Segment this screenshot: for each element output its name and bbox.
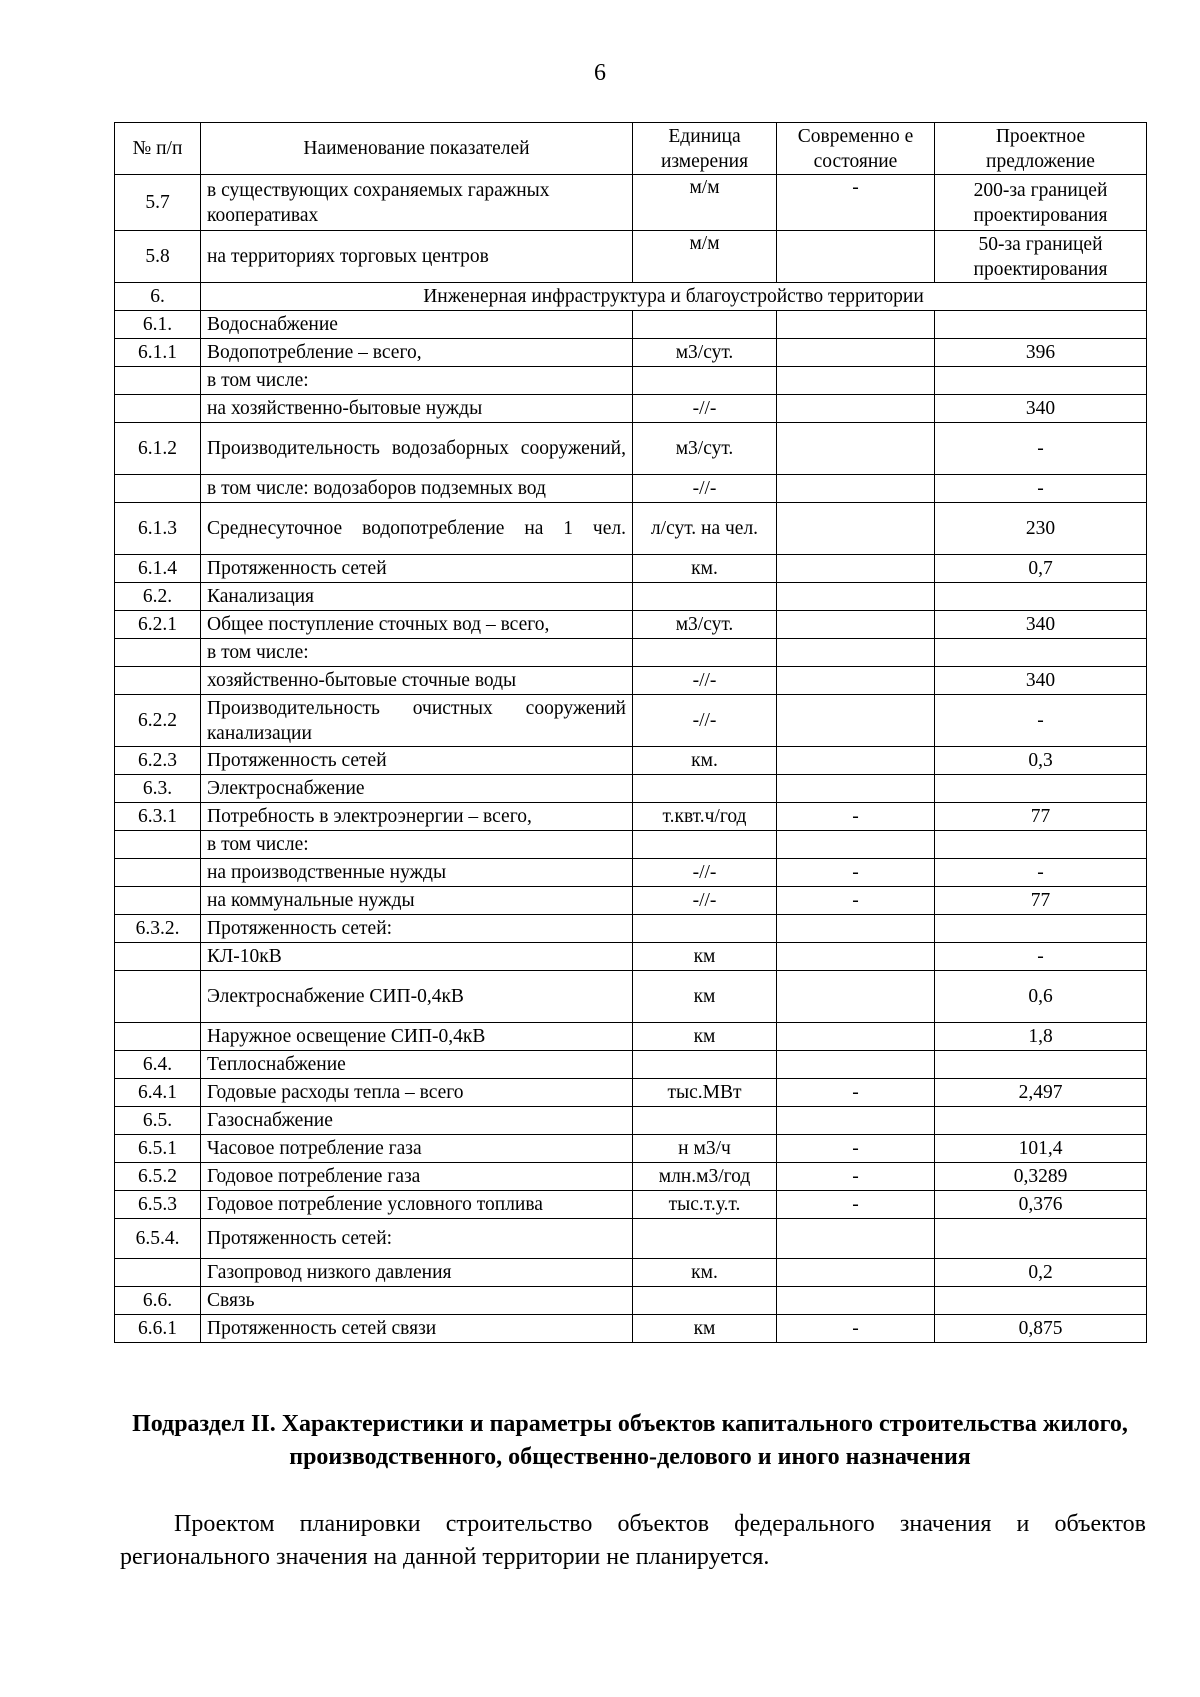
current-state-cell: - bbox=[777, 803, 935, 831]
table-row bbox=[115, 503, 1147, 555]
proposal-cell: 340 bbox=[935, 395, 1147, 423]
table-row bbox=[115, 1051, 1147, 1079]
current-state-cell bbox=[777, 503, 935, 555]
current-state-cell bbox=[777, 831, 935, 859]
row-number: 6.5.1 bbox=[115, 1135, 201, 1163]
row-number: 6.3.1 bbox=[115, 803, 201, 831]
indicator-name: в том числе: bbox=[201, 639, 633, 667]
row-number bbox=[115, 1023, 201, 1051]
current-state-cell bbox=[777, 915, 935, 943]
table-body bbox=[115, 175, 1147, 1343]
proposal-cell: 1,8 bbox=[935, 1023, 1147, 1051]
unit-cell: -//- bbox=[633, 859, 777, 887]
row-number: 5.8 bbox=[115, 231, 201, 283]
current-state-cell: - bbox=[777, 1163, 935, 1191]
unit-cell: км. bbox=[633, 555, 777, 583]
unit-cell bbox=[633, 1107, 777, 1135]
table-row bbox=[115, 283, 1147, 311]
current-state-cell: - bbox=[777, 1135, 935, 1163]
indicator-name: в том числе: водозаборов подземных вод bbox=[201, 475, 633, 503]
row-number: 6.2.1 bbox=[115, 611, 201, 639]
indicators-table bbox=[114, 122, 1147, 1343]
row-number: 5.7 bbox=[115, 175, 201, 231]
current-state-cell bbox=[777, 639, 935, 667]
table-row bbox=[115, 611, 1147, 639]
table-row bbox=[115, 887, 1147, 915]
row-number: 6.1. bbox=[115, 311, 201, 339]
current-state-cell bbox=[777, 583, 935, 611]
row-number bbox=[115, 1259, 201, 1287]
proposal-cell: 396 bbox=[935, 339, 1147, 367]
table-row bbox=[115, 583, 1147, 611]
row-number bbox=[115, 887, 201, 915]
table-row bbox=[115, 1287, 1147, 1315]
indicator-name: Производительность водозаборных сооружений, bbox=[201, 423, 633, 475]
proposal-cell bbox=[935, 1051, 1147, 1079]
current-state-cell: - bbox=[777, 1315, 935, 1343]
proposal-cell: - bbox=[935, 475, 1147, 503]
unit-cell: -//- bbox=[633, 695, 777, 747]
table-row bbox=[115, 695, 1147, 747]
unit-cell bbox=[633, 831, 777, 859]
table-row bbox=[115, 1315, 1147, 1343]
unit-cell bbox=[633, 915, 777, 943]
table-row bbox=[115, 667, 1147, 695]
current-state-cell bbox=[777, 971, 935, 1023]
indicator-name: Протяженность сетей bbox=[201, 747, 633, 775]
unit-cell: км bbox=[633, 943, 777, 971]
table-row bbox=[115, 1191, 1147, 1219]
current-state-cell bbox=[777, 775, 935, 803]
proposal-cell: 340 bbox=[935, 611, 1147, 639]
header-current: Современно е состояние bbox=[777, 123, 935, 175]
row-number: 6.2. bbox=[115, 583, 201, 611]
unit-cell bbox=[633, 1051, 777, 1079]
row-number bbox=[115, 971, 201, 1023]
row-number: 6.1.3 bbox=[115, 503, 201, 555]
unit-cell: м/м bbox=[633, 175, 777, 231]
table-row bbox=[115, 943, 1147, 971]
proposal-cell bbox=[935, 583, 1147, 611]
indicator-name: Производительность очистных сооружений канализации bbox=[201, 695, 633, 747]
indicator-name: Газопровод низкого давления bbox=[201, 1259, 633, 1287]
table-row bbox=[115, 971, 1147, 1023]
table-row bbox=[115, 1163, 1147, 1191]
table-row bbox=[115, 367, 1147, 395]
proposal-cell: 0,875 bbox=[935, 1315, 1147, 1343]
table-row bbox=[115, 555, 1147, 583]
table-row bbox=[115, 803, 1147, 831]
indicator-name: в существующих сохраняемых гаражных кооперативах bbox=[201, 175, 633, 231]
row-number bbox=[115, 395, 201, 423]
unit-cell: -//- bbox=[633, 475, 777, 503]
row-number: 6.4.1 bbox=[115, 1079, 201, 1107]
row-number bbox=[115, 943, 201, 971]
proposal-cell: 2,497 bbox=[935, 1079, 1147, 1107]
proposal-cell: 0,6 bbox=[935, 971, 1147, 1023]
section-title: Инженерная инфраструктура и благоустройство территории bbox=[201, 283, 1147, 311]
current-state-cell bbox=[777, 395, 935, 423]
current-state-cell: - bbox=[777, 887, 935, 915]
indicator-name: хозяйственно-бытовые сточные воды bbox=[201, 667, 633, 695]
unit-cell: м3/сут. bbox=[633, 611, 777, 639]
row-number: 6.2.3 bbox=[115, 747, 201, 775]
header-proposal: Проектное предложение bbox=[935, 123, 1147, 175]
proposal-cell: 230 bbox=[935, 503, 1147, 555]
indicator-name: Потребность в электроэнергии – всего, bbox=[201, 803, 633, 831]
table-row bbox=[115, 639, 1147, 667]
indicator-name: на производственные нужды bbox=[201, 859, 633, 887]
proposal-cell: - bbox=[935, 859, 1147, 887]
current-state-cell bbox=[777, 747, 935, 775]
unit-cell: м/м bbox=[633, 231, 777, 283]
current-state-cell bbox=[777, 1259, 935, 1287]
proposal-cell bbox=[935, 1219, 1147, 1259]
indicator-name: на территориях торговых центров bbox=[201, 231, 633, 283]
table-row bbox=[115, 395, 1147, 423]
current-state-cell bbox=[777, 311, 935, 339]
row-number bbox=[115, 475, 201, 503]
indicator-name: на коммунальные нужды bbox=[201, 887, 633, 915]
proposal-cell: 77 bbox=[935, 887, 1147, 915]
proposal-cell: 0,3 bbox=[935, 747, 1147, 775]
current-state-cell bbox=[777, 367, 935, 395]
indicator-name: Годовое потребление условного топлива bbox=[201, 1191, 633, 1219]
table-row bbox=[115, 775, 1147, 803]
proposal-cell: - bbox=[935, 695, 1147, 747]
current-state-cell: - bbox=[777, 859, 935, 887]
unit-cell bbox=[633, 311, 777, 339]
row-number: 6.5. bbox=[115, 1107, 201, 1135]
row-number: 6. bbox=[115, 283, 201, 311]
current-state-cell bbox=[777, 1219, 935, 1259]
proposal-cell: - bbox=[935, 423, 1147, 475]
indicator-name: Водоснабжение bbox=[201, 311, 633, 339]
indicator-name: Протяженность сетей: bbox=[201, 1219, 633, 1259]
unit-cell: км bbox=[633, 1023, 777, 1051]
proposal-cell: 101,4 bbox=[935, 1135, 1147, 1163]
unit-cell: -//- bbox=[633, 667, 777, 695]
proposal-cell: 0,7 bbox=[935, 555, 1147, 583]
indicator-name: Протяженность сетей bbox=[201, 555, 633, 583]
current-state-cell bbox=[777, 1051, 935, 1079]
indicator-name: Часовое потребление газа bbox=[201, 1135, 633, 1163]
row-number: 6.1.1 bbox=[115, 339, 201, 367]
indicator-name: Общее поступление сточных вод – всего, bbox=[201, 611, 633, 639]
row-number bbox=[115, 831, 201, 859]
indicator-name: КЛ-10кВ bbox=[201, 943, 633, 971]
current-state-cell bbox=[777, 423, 935, 475]
unit-cell bbox=[633, 1219, 777, 1259]
unit-cell: м3/сут. bbox=[633, 339, 777, 367]
body-paragraph: Проектом планировки строительство объектов федерального значения и объектов регионального значения на данной территории не планируется. bbox=[120, 1511, 1146, 1570]
indicator-name: Среднесуточное водопотребление на 1 чел. bbox=[201, 503, 633, 555]
row-number: 6.2.2 bbox=[115, 695, 201, 747]
indicator-name: Связь bbox=[201, 1287, 633, 1315]
current-state-cell bbox=[777, 611, 935, 639]
proposal-cell bbox=[935, 915, 1147, 943]
unit-cell: т.квт.ч/год bbox=[633, 803, 777, 831]
table-row bbox=[115, 311, 1147, 339]
current-state-cell bbox=[777, 231, 935, 283]
unit-cell: м3/сут. bbox=[633, 423, 777, 475]
unit-cell: км bbox=[633, 971, 777, 1023]
unit-cell bbox=[633, 367, 777, 395]
row-number: 6.1.4 bbox=[115, 555, 201, 583]
table-row bbox=[115, 1079, 1147, 1107]
current-state-cell bbox=[777, 339, 935, 367]
table-row bbox=[115, 1135, 1147, 1163]
proposal-cell: 200-за границей проектирования bbox=[935, 175, 1147, 231]
table-row bbox=[115, 1259, 1147, 1287]
indicator-name: Годовое потребление газа bbox=[201, 1163, 633, 1191]
row-number bbox=[115, 367, 201, 395]
subsection-heading: Подраздел II. Характеристики и параметры объектов капитального строительства жилого, производственного, общественно-делового и иного назначения bbox=[132, 1411, 1128, 1470]
header-num: № п/п bbox=[115, 123, 201, 175]
table-row bbox=[115, 339, 1147, 367]
indicator-name: на хозяйственно-бытовые нужды bbox=[201, 395, 633, 423]
indicator-name: Электроснабжение bbox=[201, 775, 633, 803]
row-number: 6.5.4. bbox=[115, 1219, 201, 1259]
unit-cell bbox=[633, 1287, 777, 1315]
unit-cell bbox=[633, 639, 777, 667]
proposal-cell: 0,3289 bbox=[935, 1163, 1147, 1191]
table-row bbox=[115, 231, 1147, 283]
proposal-cell bbox=[935, 367, 1147, 395]
row-number bbox=[115, 859, 201, 887]
unit-cell: -//- bbox=[633, 395, 777, 423]
header-name: Наименование показателей bbox=[201, 123, 633, 175]
row-number: 6.6.1 bbox=[115, 1315, 201, 1343]
proposal-cell bbox=[935, 1107, 1147, 1135]
table-row bbox=[115, 859, 1147, 887]
unit-cell: км bbox=[633, 1315, 777, 1343]
row-number: 6.5.2 bbox=[115, 1163, 201, 1191]
indicator-name: Протяженность сетей связи bbox=[201, 1315, 633, 1343]
unit-cell bbox=[633, 775, 777, 803]
unit-cell: -//- bbox=[633, 887, 777, 915]
current-state-cell bbox=[777, 1287, 935, 1315]
proposal-cell: - bbox=[935, 943, 1147, 971]
indicator-name: в том числе: bbox=[201, 367, 633, 395]
current-state-cell: - bbox=[777, 175, 935, 231]
unit-cell: тыс.т.у.т. bbox=[633, 1191, 777, 1219]
page-number: 6 bbox=[594, 60, 606, 86]
current-state-cell bbox=[777, 555, 935, 583]
table-row bbox=[115, 175, 1147, 231]
current-state-cell bbox=[777, 1107, 935, 1135]
indicator-name: Канализация bbox=[201, 583, 633, 611]
table-row bbox=[115, 1219, 1147, 1259]
current-state-cell bbox=[777, 695, 935, 747]
row-number: 6.1.2 bbox=[115, 423, 201, 475]
proposal-cell bbox=[935, 831, 1147, 859]
unit-cell: км. bbox=[633, 1259, 777, 1287]
proposal-cell bbox=[935, 311, 1147, 339]
table-row bbox=[115, 831, 1147, 859]
row-number: 6.4. bbox=[115, 1051, 201, 1079]
current-state-cell: - bbox=[777, 1079, 935, 1107]
current-state-cell bbox=[777, 475, 935, 503]
proposal-cell: 50-за границей проектирования bbox=[935, 231, 1147, 283]
table-row bbox=[115, 915, 1147, 943]
proposal-cell: 77 bbox=[935, 803, 1147, 831]
table-row bbox=[115, 1023, 1147, 1051]
current-state-cell: - bbox=[777, 1191, 935, 1219]
unit-cell: млн.м3/год bbox=[633, 1163, 777, 1191]
current-state-cell bbox=[777, 943, 935, 971]
header-unit: Единица измерения bbox=[633, 123, 777, 175]
table-row bbox=[115, 747, 1147, 775]
indicator-name: Теплоснабжение bbox=[201, 1051, 633, 1079]
table-row bbox=[115, 475, 1147, 503]
unit-cell: л/сут. на чел. bbox=[633, 503, 777, 555]
unit-cell: н м3/ч bbox=[633, 1135, 777, 1163]
indicator-name: Электроснабжение СИП-0,4кВ bbox=[201, 971, 633, 1023]
row-number bbox=[115, 639, 201, 667]
proposal-cell: 0,376 bbox=[935, 1191, 1147, 1219]
current-state-cell bbox=[777, 667, 935, 695]
unit-cell: тыс.МВт bbox=[633, 1079, 777, 1107]
indicator-name: Водопотребление – всего, bbox=[201, 339, 633, 367]
row-number: 6.3. bbox=[115, 775, 201, 803]
row-number: 6.3.2. bbox=[115, 915, 201, 943]
row-number: 6.6. bbox=[115, 1287, 201, 1315]
table-row bbox=[115, 423, 1147, 475]
proposal-cell bbox=[935, 639, 1147, 667]
indicator-name: Годовые расходы тепла – всего bbox=[201, 1079, 633, 1107]
indicator-name: Наружное освещение СИП-0,4кВ bbox=[201, 1023, 633, 1051]
indicator-name: Протяженность сетей: bbox=[201, 915, 633, 943]
proposal-cell: 0,2 bbox=[935, 1259, 1147, 1287]
row-number: 6.5.3 bbox=[115, 1191, 201, 1219]
indicator-name: Газоснабжение bbox=[201, 1107, 633, 1135]
table-row bbox=[115, 1107, 1147, 1135]
proposal-cell bbox=[935, 775, 1147, 803]
row-number bbox=[115, 667, 201, 695]
indicator-name: в том числе: bbox=[201, 831, 633, 859]
unit-cell bbox=[633, 583, 777, 611]
current-state-cell bbox=[777, 1023, 935, 1051]
proposal-cell bbox=[935, 1287, 1147, 1315]
proposal-cell: 340 bbox=[935, 667, 1147, 695]
unit-cell: км. bbox=[633, 747, 777, 775]
